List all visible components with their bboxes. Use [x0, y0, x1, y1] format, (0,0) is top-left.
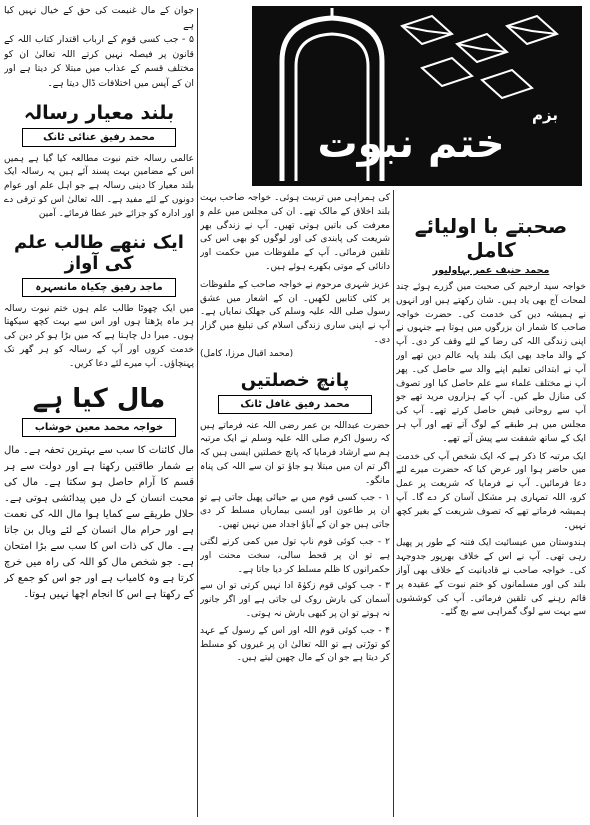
left-column: [4, 0, 194, 825]
article-body: حضرت عبداللہ بن عمر رضی اللہ عنہ فرماتے ہیں کہ رسول اکرم صلی اللہ علیہ وسلم نے ایک مرتبہ ہم سے ارشاد فرمایا کہ پانچ خصلتیں ایسی ہیں کہ اگر تم ان میں مبتلا ہو جاؤ تو ان سے اللہ کی پناہ مانگو۔: [200, 420, 390, 486]
article-byline: محمد حنیف عمر بہاولپور: [432, 265, 550, 276]
article-signature: (محمد اقبال مرزا، کامل): [200, 348, 294, 359]
article-title-sohbat: صحبتے با اولیائے کامل: [414, 214, 568, 262]
article-body: ایک مرتبہ کا ذکر ہے کہ ایک شخص آپ کی خدمت میں حاضر ہوا اور عرض کیا کہ حضرت میرے لئے دعا فرمائیں۔ آپ نے فرمایا کہ شریعت پر عمل کرو، اللہ تمہاری ہر مشکل آسان کر دے گا۔ آپ ہمیشہ فرماتے تھے کہ تصوف شریعت کے بغیر کچھ نہیں۔: [396, 451, 586, 531]
article-title-buland-mayar: بلند معیار رسالہ: [23, 101, 175, 124]
article-body: خواجہ سید ارحیم کی صحبت میں گزرے ہوئے چند لمحات آج بھی یاد ہیں۔ شان رکھتے ہیں اور انہوں نے ہمیشہ دین کی خدمت کی۔ حضرت خواجہ صاحب کا شمار ان بزرگوں میں ہوتا ہے جنہوں نے اپنی زندگی اللہ کی رضا کے لئے وقف کر دی۔ آپ کے والد ماجد بھی ایک بلند پایہ عالم دین تھے اور آپ نے ابتدائی تعلیم اپنے والد سے حاصل کی۔ پھر آپ نے مختلف علماء سے علم حاصل کیا اور تصوف کی منازل طے کیں۔ آپ کے ہزاروں مرید تھے جو آپ سے روحانی فیض حاصل کرتے تھے۔ آپ کی مجلس میں ہر طبقے کے لوگ آتے تھے اور آپ ہر ایک کے ساتھ شفقت سے پیش آتے تھے۔: [396, 282, 586, 444]
banner-subtitle: بزم: [532, 106, 558, 124]
article-continuation: کی ہمراہی میں تربیت ہوئی۔ خواجہ صاحب بہت بلند اخلاق کے مالک تھے۔ ان کی مجلس میں علم و معرفت کی باتیں ہوتی تھیں۔ آپ نے زندگی بھر شریعت کی پابندی کی اور لوگوں کو بھی اس کی تلقین فرمائی۔ آپ کے ملفوظات میں حکمت اور دانائی کے موتی بکھرے ہوئے ہیں۔: [200, 193, 390, 272]
list-item: ۴ - جب کوئی قوم اللہ اور اس کے رسول کے عہد کو توڑتی ہے تو اللہ تعالیٰ ان پر غیروں کو مسلط کر دیتا ہے جو ان کے مال چھین لیتے ہیں۔: [200, 625, 390, 664]
right-column: [396, 192, 586, 825]
khatm-e-nabuwwat-banner: [252, 6, 582, 186]
article-title-panch-khaslatein: پانچ خصلتیں: [240, 369, 350, 391]
list-item: ۲ - جب کوئی قوم ناپ تول میں کمی کرنے لگتی ہے تو ان پر قحط سالی، سخت محنت اور حکمرانوں کا ظلم مسلط کر دیا جاتا ہے۔: [200, 536, 390, 575]
article-byline: محمد رفیق غافل ٹانک: [218, 395, 372, 414]
article-body: مال کائنات کا سب سے بہترین تحفہ ہے۔ مال بے شمار طاقتیں رکھتا ہے اور دولت سے ہر قسم کا آرام حاصل ہو سکتا ہے۔ مال کی محبت انسان کے دل میں پیدائشی ہوتی ہے۔ حلال طریقے سے کمایا ہوا مال اللہ کی نعمت ہے اور حرام مال انسان کے لئے وبال بن جاتا ہے۔ مال کی ذات اس کا سب سے بڑا امتحان ہے۔ جو شخص مال کو اللہ کی راہ میں خرچ کرتا ہے وہ کامیاب ہے اور جو اس کو جمع کر کے رکھتا ہے اس کا انجام اچھا نہیں ہوتا۔: [4, 444, 194, 600]
intro-paragraph: ۵ - جب کسی قوم کے ارباب اقتدار کتاب اللہ کے قانون پر فیصلہ نہیں کرتے اللہ تعالیٰ ان کو مختلف قسم کے عذاب میں مبتلا کر دیتا ہے اور ان کے آپس میں اختلافات ڈال دیتا ہے۔: [4, 34, 194, 89]
column-divider: [197, 8, 198, 817]
banner-title: ختم نبوت: [317, 121, 505, 167]
article-continuation: عزیز شہری مرحوم نے خواجہ صاحب کے ملفوظات پر کئی کتابیں لکھیں۔ ان کے اشعار میں عشق رسول صلی اللہ علیہ وسلم کی جھلک نمایاں ہے۔ آپ نے اپنی ساری زندگی اسلام کی تبلیغ میں گزار دی۔: [200, 279, 390, 345]
intro-line: جوان کے مال غنیمت کی حق کے خیال نہیں کیا ہے: [4, 5, 194, 31]
list-item: ۳ - جب کوئی قوم زکوٰۃ ادا نہیں کرتی تو ان سے آسمان کی بارش روک لی جاتی ہے اور اگر جانور نہ ہوتے تو ان پر کبھی بارش نہ ہوتی۔: [200, 581, 390, 619]
article-title-maal-kya-hai: مال کیا ہے: [32, 383, 166, 414]
middle-column: [200, 192, 390, 825]
article-title-talib-ilm: ایک ننھے طالب علم کی آواز: [14, 231, 184, 274]
article-body: عالمی رسالہ ختم نبوت مطالعہ کیا گیا ہے ہمیں اس کے مضامین بہت پسند آئے ہیں یہ رسالہ ایک بلند معیار کا دینی رسالہ ہے جو اہل علم اور عوام دونوں کے لئے مفید ہے۔ اللہ تعالیٰ اس کو ترقی دے اور ادارہ کو جزائے خیر عطا فرمائے۔ آمین: [4, 153, 194, 219]
article-byline: محمد رفیق عنائی ٹانک: [22, 128, 176, 147]
article-byline: ماجد رفیق چکیاہ مانسہرہ: [22, 278, 176, 297]
article-byline: خواجہ محمد معین خوشاب: [22, 418, 176, 437]
list-item: ۱ - جب کسی قوم میں بے حیائی پھیل جاتی ہے تو ان پر طاعون اور ایسی بیماریاں مسلط کر دی جاتی ہیں جو ان کے آباؤ اجداد میں نہیں تھیں۔: [200, 492, 390, 531]
article-body: ہندوستان میں عیسائیت ایک فتنہ کے طور پر پھیل رہی تھی۔ آپ نے اس کے خلاف بھرپور جدوجہد کی۔ خواجہ صاحب نے قادیانیت کے خلاف بھی آواز بلند کی اور مسلمانوں کو ختم نبوت کے عقیدہ پر قائم رہنے کی تلقین فرمائی۔ آپ کی کوششوں سے بہت سے لوگ گمراہی سے بچ گئے۔: [396, 538, 586, 618]
column-divider: [393, 190, 394, 817]
article-body: میں ایک چھوٹا طالب علم ہوں ختم نبوت رسالہ ہر ماہ پڑھتا ہوں اور اس سے بہت کچھ سیکھتا ہوں۔ میرا دل چاہتا ہے کہ میں بڑا ہو کر دین کی خدمت کروں اور آپ کے رسالہ کو ہر گھر تک پہنچاؤں۔ آپ میرے لئے دعا کریں۔: [4, 303, 194, 369]
